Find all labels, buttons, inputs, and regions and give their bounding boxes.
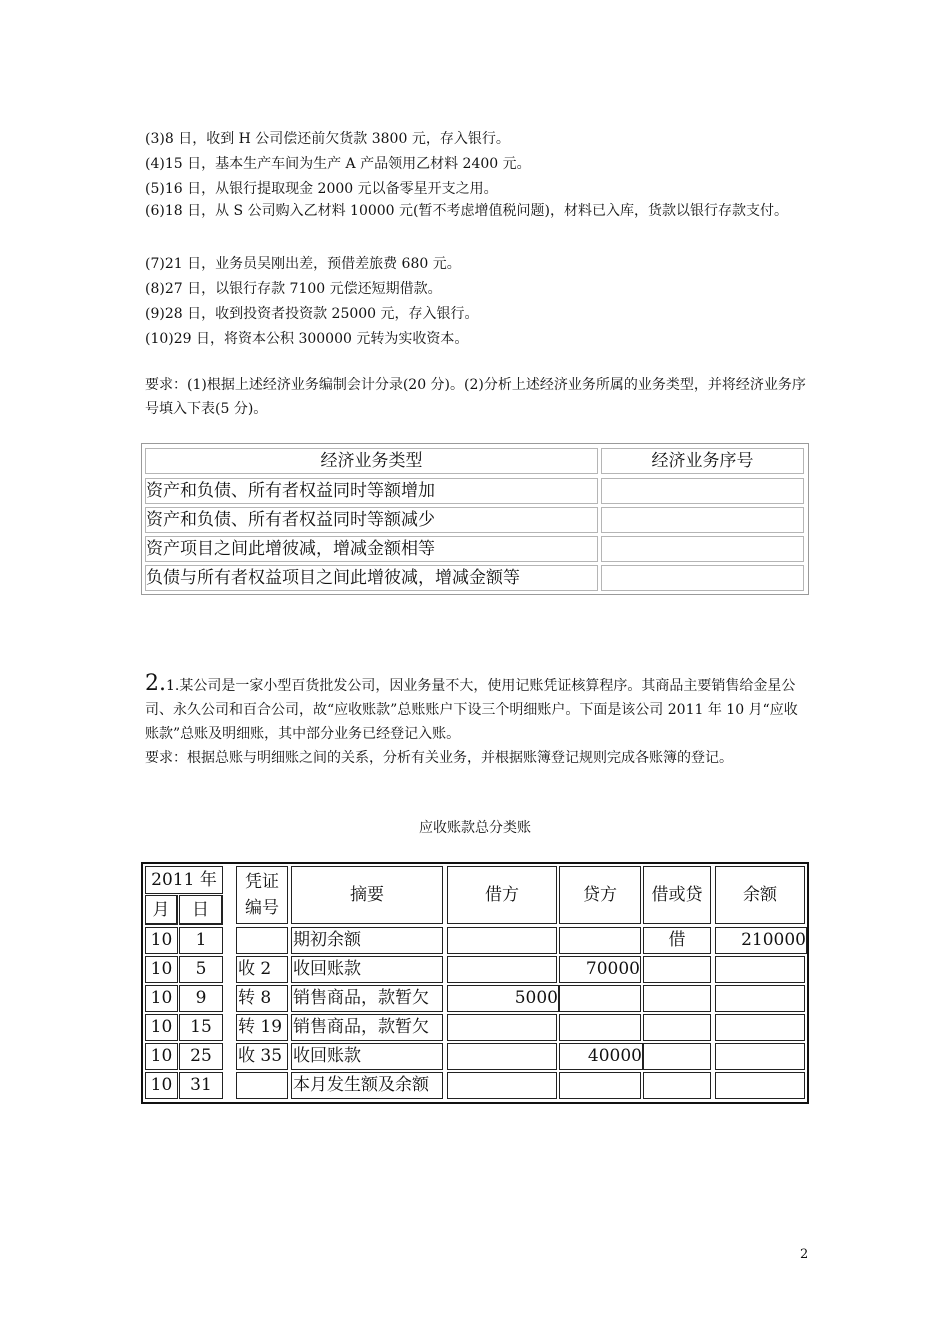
month-header: 月 bbox=[145, 895, 178, 925]
question-2 bbox=[145, 672, 810, 770]
table-cell-credit bbox=[559, 1014, 641, 1041]
table-cell-summary: 收回账款 bbox=[291, 1043, 443, 1070]
business-type-table bbox=[141, 443, 809, 595]
ledger-caption: 应收账款总分类账 bbox=[419, 820, 531, 836]
table-cell-month: 10 bbox=[145, 927, 178, 954]
table-cell-balance bbox=[715, 985, 805, 1012]
table-cell-debit bbox=[447, 1072, 557, 1099]
requirement-text: 要求：根据总账与明细账之间的关系，分析有关业务，并根据账簿登记规则完成各账簿的登记。 bbox=[145, 750, 733, 766]
table-cell-summary: 期初余额 bbox=[291, 927, 443, 954]
table-header: 经济业务序号 bbox=[601, 448, 804, 474]
ledger-table bbox=[141, 862, 809, 1104]
table-cell-month: 10 bbox=[145, 1043, 178, 1070]
question-item: (7)21 日，业务员吴刚出差，预借差旅费 680 元。 bbox=[145, 256, 461, 272]
table-cell-dc bbox=[643, 1043, 711, 1070]
question-number: 2. bbox=[145, 671, 166, 696]
table-row-label: 资产项目之间此增彼减，增减金额相等 bbox=[145, 536, 598, 562]
table-cell-summary: 本月发生额及余额 bbox=[291, 1072, 443, 1099]
credit-header: 贷方 bbox=[559, 866, 641, 924]
question-item: (10)29 日，将资本公积 300000 元转为实收资本。 bbox=[145, 331, 469, 347]
question-item: (5)16 日，从银行提取现金 2000 元以备零星开支之用。 bbox=[145, 181, 498, 197]
table-cell-balance: 210000 bbox=[715, 927, 807, 954]
table-cell-debit bbox=[447, 1014, 557, 1041]
question-item: (9)28 日，收到投资者投资款 25000 元，存入银行。 bbox=[145, 306, 479, 322]
table-cell-debit bbox=[447, 956, 557, 983]
day-header: 日 bbox=[179, 895, 223, 925]
table-cell-balance bbox=[715, 1043, 805, 1070]
table-cell-balance bbox=[715, 1072, 805, 1099]
table-cell-dc bbox=[643, 1014, 711, 1041]
table-row-label: 资产和负债、所有者权益同时等额增加 bbox=[145, 478, 598, 504]
table-cell-summary: 收回账款 bbox=[291, 956, 443, 983]
question-item: (8)27 日，以银行存款 7100 元偿还短期借款。 bbox=[145, 281, 442, 297]
table-cell-day: 31 bbox=[179, 1072, 223, 1099]
question-text: 1.某公司是一家小型百货批发公司，因业务量不大，使用记账凭证核算程序。其商品主要销售给金星公司、永久公司和百合公司，故“应收账款”总账账户下设三个明细账户。下面是该公司 2011 年 10 月“应收账款”总账及明细账，其中部分业务已经登记入账。 bbox=[145, 678, 798, 742]
table-cell-debit bbox=[447, 927, 557, 954]
table-cell-day: 25 bbox=[179, 1043, 223, 1070]
table-cell-voucher: 转 19 bbox=[236, 1014, 288, 1041]
requirement-text: 要求：(1)根据上述经济业务编制会计分录(20 分)。(2)分析上述经济业务所属的业务类型，并将经济业务序号填入下表(5 分)。 bbox=[145, 377, 806, 417]
table-cell-month: 10 bbox=[145, 985, 178, 1012]
question-item: (4)15 日，基本生产车间为生产 A 产品领用乙材料 2400 元。 bbox=[145, 156, 531, 172]
table-cell-month: 10 bbox=[145, 1072, 178, 1099]
table-cell-credit bbox=[559, 1072, 641, 1099]
dc-header: 借或贷 bbox=[643, 866, 711, 924]
table-cell-debit: 5000 bbox=[447, 985, 559, 1012]
balance-header: 余额 bbox=[715, 866, 805, 924]
page-number: 2 bbox=[800, 1247, 809, 1262]
table-row-label: 资产和负债、所有者权益同时等额减少 bbox=[145, 507, 598, 533]
voucher-header: 凭证编号 bbox=[236, 866, 288, 924]
table-cell-debit bbox=[447, 1043, 557, 1070]
question-item: (3)8 日，收到 H 公司偿还前欠货款 3800 元，存入银行。 bbox=[145, 131, 510, 147]
table-cell-credit bbox=[559, 985, 641, 1012]
table-cell-voucher: 收 2 bbox=[236, 956, 288, 983]
table-cell-voucher: 转 8 bbox=[236, 985, 288, 1012]
question-item: (6)18 日，从 S 公司购入乙材料 10000 元(暂不考虑增值税问题)，材料已入库，货款以银行存款支付。 bbox=[145, 203, 788, 219]
table-row-label: 负债与所有者权益项目之间此增彼减，增减金额等 bbox=[145, 565, 598, 591]
year-header: 2011 年 bbox=[145, 866, 223, 894]
table-cell-credit: 70000 bbox=[559, 956, 641, 983]
answer-cell[interactable] bbox=[601, 507, 804, 533]
table-cell-credit: 40000 bbox=[559, 1043, 643, 1070]
table-cell-day: 9 bbox=[179, 985, 223, 1012]
table-cell-voucher: 收 35 bbox=[236, 1043, 288, 1070]
answer-cell[interactable] bbox=[601, 536, 804, 562]
table-cell-dc bbox=[643, 1072, 711, 1099]
table-cell-summary: 销售商品，款暂欠 bbox=[291, 985, 443, 1012]
table-cell-balance bbox=[715, 956, 805, 983]
table-cell-day: 15 bbox=[179, 1014, 223, 1041]
table-cell-month: 10 bbox=[145, 1014, 178, 1041]
table-cell-voucher bbox=[236, 927, 288, 954]
table-cell-voucher bbox=[236, 1072, 288, 1099]
summary-header: 摘要 bbox=[291, 866, 443, 924]
table-cell-credit bbox=[559, 927, 641, 954]
table-cell-balance bbox=[715, 1014, 805, 1041]
table-cell-dc: 借 bbox=[643, 927, 711, 954]
table-cell-month: 10 bbox=[145, 956, 178, 983]
table-cell-dc bbox=[643, 985, 711, 1012]
table-cell-day: 1 bbox=[179, 927, 223, 954]
debit-header: 借方 bbox=[447, 866, 557, 924]
answer-cell[interactable] bbox=[601, 478, 804, 504]
table-cell-dc bbox=[643, 956, 711, 983]
table-cell-summary: 销售商品，款暂欠 bbox=[291, 1014, 443, 1041]
answer-cell[interactable] bbox=[601, 565, 804, 591]
table-cell-day: 5 bbox=[179, 956, 223, 983]
table-header: 经济业务类型 bbox=[145, 448, 598, 474]
